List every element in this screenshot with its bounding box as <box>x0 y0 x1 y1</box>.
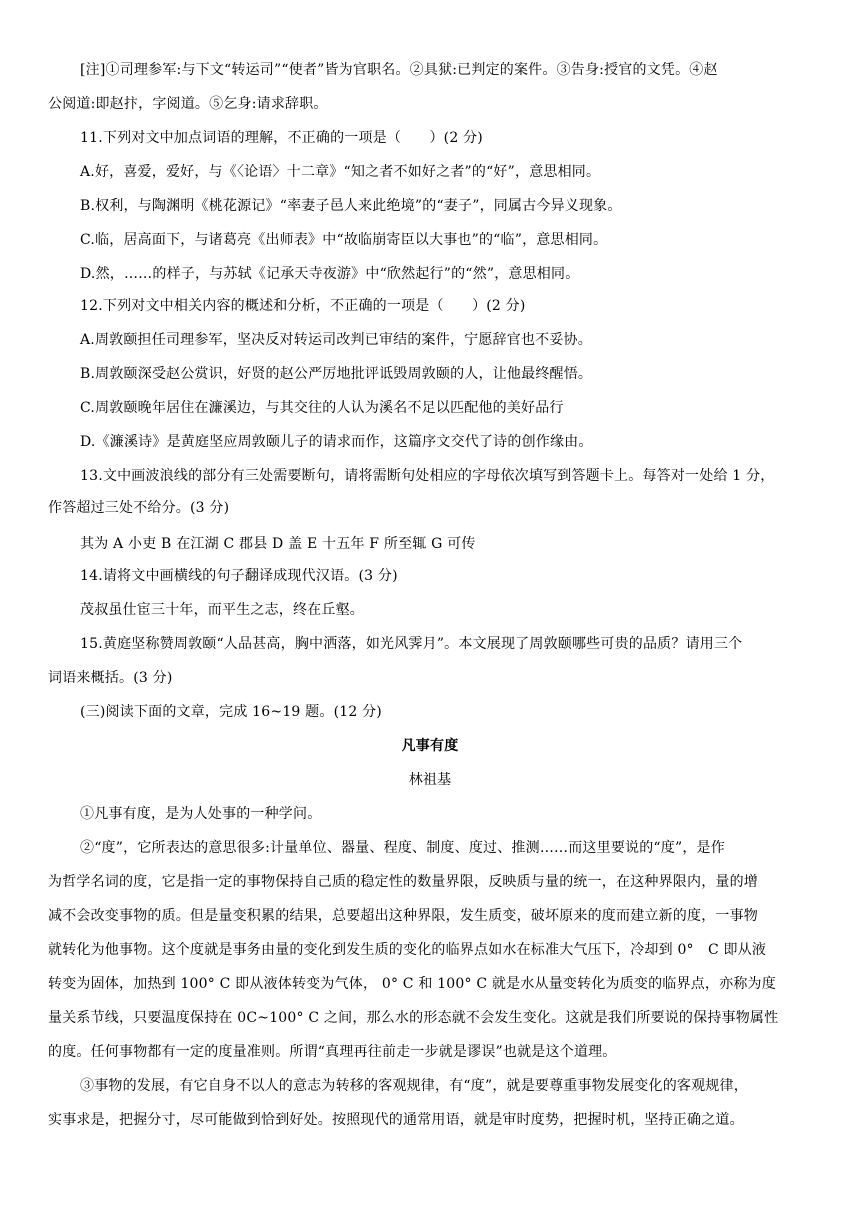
question-11-option-c: C.临，居高面下，与诸葛亮《出师表》中“故临崩寄臣以大事也”的“临”，意思相同。 <box>80 232 608 248</box>
essay-paragraph-2-line: 转变为固体，加热到 100° C 即从液体转变为气体， 0° C 和 100° C 就是水从量变转化为质变的临界点，亦称为度 <box>48 976 776 992</box>
essay-author: 林祖基 <box>408 772 452 788</box>
essay-paragraph-2-line: 就转化为他事物。这个度就是事务由量的变化到发生质的变化的临界点如水在标准大气压下，冷却到 0° C 即从液 <box>48 942 767 958</box>
question-15-stem-line-1: 15.黄庭坚称赞周敦颐“人品甚高，胸中洒落，如光风霁月”。本文展现了周敦颐哪些可贵的品质？请用三个 <box>80 636 743 652</box>
question-12-stem: 12.下列对文中相关内容的概述和分析，不正确的一项是（ ）(2 分) <box>80 298 526 314</box>
essay-paragraph-1: ①凡事有度，是为人处事的一种学问。 <box>80 806 322 822</box>
question-13-stem-line-1: 13.文中画波浪线的部分有三处需要断句，请将需断句处相应的字母依次填写到答题卡上。每答对一处给 1 分， <box>80 468 775 484</box>
question-12-option-b: B.周敦颐深受赵公赏识，好贤的赵公严厉地批评诋毁周敦颐的人，让他最终醒悟。 <box>80 366 593 382</box>
question-11-option-d: D.然，……的样子，与苏轼《记承天寺夜游》中“欣然起行”的“然”，意思相同。 <box>80 266 580 282</box>
essay-paragraph-2-line: 的度。任何事物都有一定的度量准则。所谓“真理再往前走一步就是谬误”也就是这个道理。 <box>48 1044 617 1060</box>
question-15-stem-line-2: 词语来概括。(3 分) <box>48 670 173 686</box>
question-12-option-c: C.周敦颐晚年居住在濂溪边，与其交往的人认为溪名不足以匹配他的美好品行 <box>80 400 564 416</box>
essay-paragraph-3-line: ③事物的发展，有它自身不以人的意志为转移的客观规律，有“度”，就是要尊重事物发展变化的客观规律， <box>80 1078 748 1094</box>
question-12-option-d: D.《濂溪诗》是黄庭坚应周敦颐儿子的请求而作，这篇序文交代了诗的创作缘由。 <box>80 434 593 450</box>
annotation-note-line-2: 公阅道:即赵抃，字阅道。⑤乞身:请求辞职。 <box>48 96 328 112</box>
essay-paragraph-2-line: ②“度”，它所表达的意思很多:计量单位、器量、程度、制度、度过、推测……而这里要说的“度”，是作 <box>80 840 725 856</box>
essay-paragraph-3-line: 实事求是，把握分寸，尽可能做到恰到好处。按照现代的通常用语，就是审时度势，把握时机，坚持正确之道。 <box>48 1112 744 1128</box>
question-13-sentence: 其为 A 小吏 B 在江湖 C 郡县 D 盖 E 十五年 F 所至辄 G 可传 <box>80 536 476 552</box>
question-14-sentence: 茂叔虽仕宦三十年，而平生之志，终在丘壑。 <box>80 602 364 618</box>
question-11-option-a: A.好，喜爱，爱好，与《〈论语〉十二章》“知之者不如好之者”的“好”，意思相同。 <box>80 164 601 180</box>
annotation-note-line-1: [注]①司理参军:与下文“转运司”“使者”皆为官职名。②具狱:已判定的案件。③告身:授官的文凭。④赵 <box>80 62 718 78</box>
question-12-option-a: A.周敦颐担任司理参军，坚决反对转运司改判已审结的案件，宁愿辞官也不妥协。 <box>80 332 592 348</box>
question-11-option-b: B.权利，与陶渊明《桃花源记》“率妻子邑人来此绝境”的“妻子”，同属古今异义现象。 <box>80 198 622 214</box>
question-11-stem: 11.下列对文中加点词语的理解，不正确的一项是（ ）(2 分) <box>80 130 483 146</box>
essay-paragraph-2-line: 减不会改变事物的质。但是量变积累的结果，总要超出这种界限，发生质变，破坏原来的度而建立新的度，一事物 <box>48 908 758 924</box>
question-14-stem: 14.请将文中画横线的句子翻译成现代汉语。(3 分) <box>80 568 398 584</box>
question-13-stem-line-2: 作答超过三处不给分。(3 分) <box>48 500 230 516</box>
essay-paragraph-2-line: 为哲学名词的度，它是指一定的事物保持自己质的稳定性的数量界限，反映质与量的统一，在这种界限内，量的增 <box>48 874 758 890</box>
section-3-heading: (三)阅读下面的文章，完成 16~19 题。(12 分) <box>80 704 382 720</box>
essay-title: 凡事有度 <box>401 738 459 754</box>
essay-paragraph-2-line: 量关系节线，只要温度保持在 0C~100° C 之间，那么水的形态就不会发生变化。这就是我们所要说的保持事物属性 <box>48 1010 779 1026</box>
